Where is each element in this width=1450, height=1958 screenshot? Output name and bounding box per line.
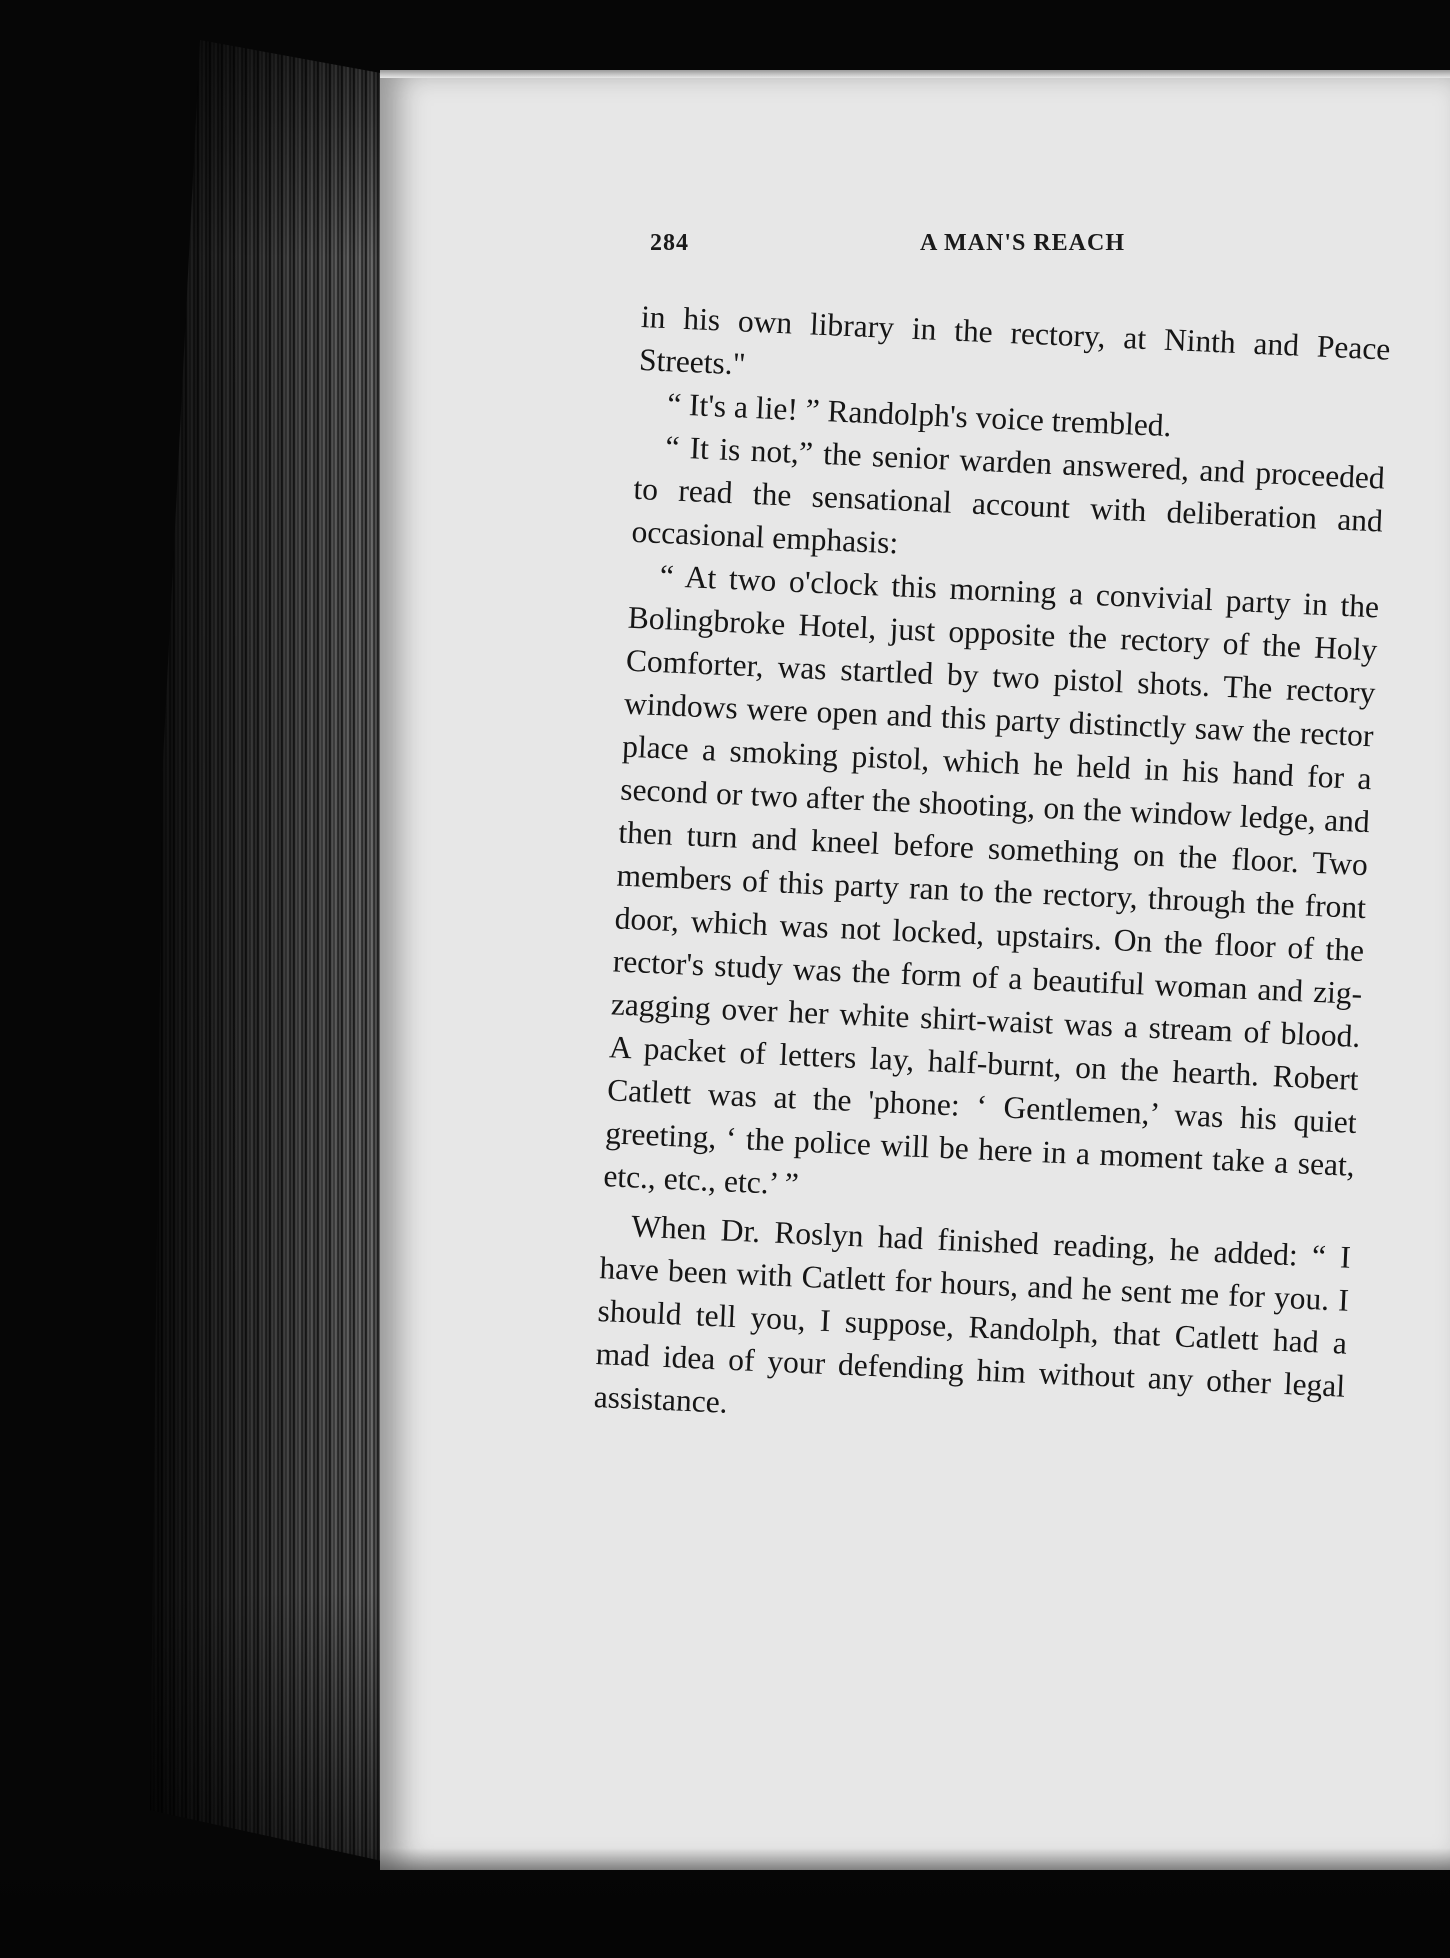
book-page-edges: [150, 40, 400, 1865]
running-title: A MAN'S REACH: [920, 230, 1126, 256]
paragraph-1: in his own library in the rectory, at Ninth and Peace Streets.": [638, 298, 1392, 382]
paragraph-5: When Dr. Roslyn had finished reading, he added: “ I have been with Catlett for hours, and he sent me for you. I should tell you, I suppose, Randolph, that Catlett had a mad idea of your defending him without any other legal assistance.: [593, 1208, 1352, 1420]
paragraph-4: “ At two o'clock this morning a convivial party in the Bolingbroke Hotel, just opposite the rectory of the Holy Comforter, was startled by two pistol shots. The rectory windows were open and this party distinctly saw the rector place a smoking pistol, which he held in his hand for a second or two after the shooting, on the window ledge, and then turn and kneel before something on the floor. Two members of this party ran to the rectory, through the front door, which was not locked, upstairs. On the floor of the rector's study was the form of a beautiful woman and zig-zagging over her white shirt-waist was a stream of blood. A packet of letters lay, half-burnt, on the hearth. Robert Catlett was at the 'phone: ‘ Gentlemen,’ was his quiet greeting, ‘ the police will be here in a moment take a seat, etc., etc., etc.’ ”: [602, 558, 1380, 1202]
paragraph-2: “ It's a lie! ” Randolph's voice trembled.: [666, 386, 1173, 444]
body-text: [593, 295, 1391, 1451]
paragraph-3: “ It is not,” the senior warden answered, and proceeded to read the sensational account with deliberation and occasional emphasis:: [630, 429, 1386, 561]
page-number: 284: [650, 230, 689, 256]
book-page: [380, 70, 1450, 1870]
bottom-shadow: [0, 1848, 1450, 1958]
